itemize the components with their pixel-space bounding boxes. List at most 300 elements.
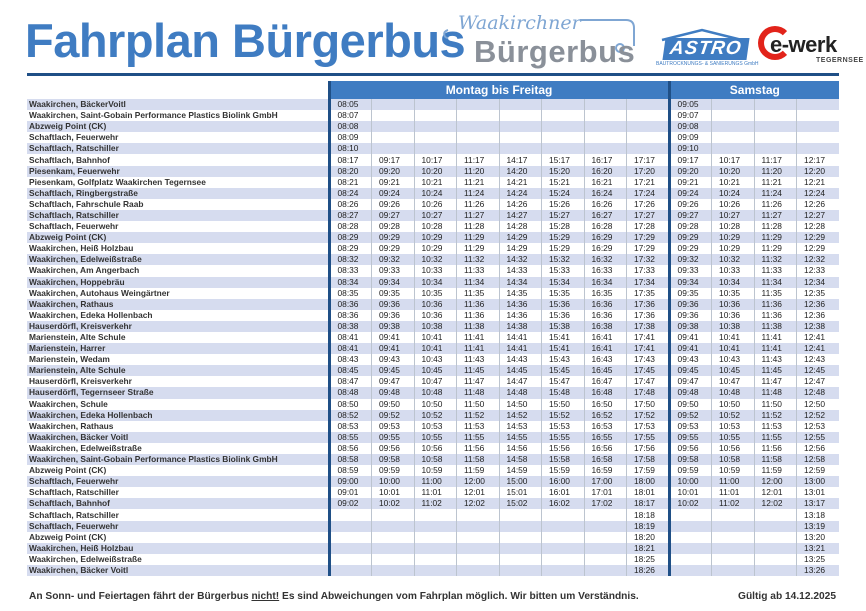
weekday-time bbox=[584, 121, 627, 132]
weekday-time: 10:38 bbox=[414, 321, 457, 332]
saturday-time: 09:52 bbox=[669, 410, 712, 421]
logo-script-text: Waakirchner bbox=[458, 12, 581, 34]
weekday-time: 15:33 bbox=[542, 265, 585, 276]
weekday-time: 14:17 bbox=[499, 154, 542, 165]
weekday-time: 11:02 bbox=[414, 498, 457, 509]
weekday-time: 11:38 bbox=[457, 321, 500, 332]
weekday-time: 11:45 bbox=[457, 365, 500, 376]
weekday-time bbox=[499, 132, 542, 143]
saturday-time bbox=[669, 509, 712, 520]
saturday-time: 09:26 bbox=[669, 199, 712, 210]
weekday-time: 16:59 bbox=[584, 465, 627, 476]
stop-name: Waakirchen, Heiß Holzbau bbox=[27, 243, 329, 254]
saturday-time: 09:41 bbox=[669, 343, 712, 354]
weekday-time: 11:27 bbox=[457, 210, 500, 221]
weekday-time: 15:35 bbox=[542, 288, 585, 299]
weekday-time: 15:20 bbox=[542, 166, 585, 177]
weekday-time: 09:17 bbox=[372, 154, 415, 165]
saturday-time: 12:20 bbox=[797, 166, 840, 177]
weekday-time: 08:50 bbox=[329, 399, 372, 410]
weekday-time: 17:29 bbox=[627, 232, 670, 243]
saturday-time: 10:01 bbox=[669, 487, 712, 498]
stop-name: Piesenkam, Golfplatz Waakirchen Tegernsee bbox=[27, 177, 329, 188]
saturday-time: 09:41 bbox=[669, 332, 712, 343]
table-row bbox=[27, 221, 839, 232]
weekday-time: 10:26 bbox=[414, 199, 457, 210]
saturday-time: 12:17 bbox=[797, 154, 840, 165]
weekday-time: 17:43 bbox=[627, 354, 670, 365]
saturday-time bbox=[712, 143, 755, 154]
weekday-time: 11:29 bbox=[457, 243, 500, 254]
weekday-time bbox=[542, 121, 585, 132]
table-row bbox=[27, 166, 839, 177]
table-row bbox=[27, 332, 839, 343]
saturday-time: 10:27 bbox=[712, 210, 755, 221]
weekday-time bbox=[584, 521, 627, 532]
saturday-time bbox=[669, 532, 712, 543]
saturday-time: 10:43 bbox=[712, 354, 755, 365]
saturday-time: 10:02 bbox=[669, 498, 712, 509]
table-row bbox=[27, 354, 839, 365]
weekday-time: 15:32 bbox=[542, 254, 585, 265]
saturday-time: 11:29 bbox=[754, 232, 797, 243]
weekday-time: 11:41 bbox=[457, 332, 500, 343]
saturday-time: 10:33 bbox=[712, 265, 755, 276]
table-row bbox=[27, 498, 839, 509]
stop-name: Waakirchen, Heiß Holzbau bbox=[27, 543, 329, 554]
weekday-time bbox=[372, 132, 415, 143]
saturday-time: 10:29 bbox=[712, 243, 755, 254]
saturday-time: 11:56 bbox=[754, 443, 797, 454]
weekday-time: 17:47 bbox=[627, 376, 670, 387]
stop-name: Schaftlach, Ratschiller bbox=[27, 509, 329, 520]
saturday-time: 13:17 bbox=[797, 498, 840, 509]
weekday-time: 12:01 bbox=[457, 487, 500, 498]
saturday-time: 09:58 bbox=[669, 454, 712, 465]
saturday-time: 09:21 bbox=[669, 177, 712, 188]
stop-name: Waakirchen, Hoppebräu bbox=[27, 277, 329, 288]
weekday-time: 11:56 bbox=[457, 443, 500, 454]
stop-name: Waakirchen, Bäcker Voitl bbox=[27, 565, 329, 576]
weekday-time bbox=[499, 143, 542, 154]
saturday-time: 10:29 bbox=[712, 232, 755, 243]
weekday-header: Montag bis Freitag bbox=[329, 81, 669, 99]
weekday-time: 15:01 bbox=[499, 487, 542, 498]
weekday-time: 16:38 bbox=[584, 321, 627, 332]
saturday-time: 10:26 bbox=[712, 199, 755, 210]
saturday-time: 09:27 bbox=[669, 210, 712, 221]
weekday-time: 17:41 bbox=[627, 343, 670, 354]
saturday-time: 09:50 bbox=[669, 399, 712, 410]
weekday-time: 09:32 bbox=[372, 254, 415, 265]
saturday-time: 09:29 bbox=[669, 232, 712, 243]
saturday-time: 11:41 bbox=[754, 343, 797, 354]
stop-name: Waakirchen, Edeka Hollenbach bbox=[27, 310, 329, 321]
weekday-time bbox=[329, 554, 372, 565]
saturday-time: 11:24 bbox=[754, 188, 797, 199]
weekday-time: 11:50 bbox=[457, 399, 500, 410]
weekday-time: 14:41 bbox=[499, 332, 542, 343]
saturday-time: 09:45 bbox=[669, 365, 712, 376]
saturday-time: 12:33 bbox=[797, 265, 840, 276]
saturday-time: 12:36 bbox=[797, 310, 840, 321]
saturday-time: 09:09 bbox=[669, 132, 712, 143]
stop-name: Schaftlach, Feuerwehr bbox=[27, 132, 329, 143]
saturday-time bbox=[669, 521, 712, 532]
saturday-time: 11:52 bbox=[754, 410, 797, 421]
weekday-time bbox=[457, 532, 500, 543]
stop-name: Marienstein, Wedam bbox=[27, 354, 329, 365]
weekday-time bbox=[584, 99, 627, 110]
saturday-time: 10:36 bbox=[712, 299, 755, 310]
weekday-time: 18:20 bbox=[627, 532, 670, 543]
saturday-time bbox=[712, 521, 755, 532]
weekday-time bbox=[584, 143, 627, 154]
weekday-time bbox=[414, 509, 457, 520]
weekday-time bbox=[627, 132, 670, 143]
saturday-time: 13:19 bbox=[797, 521, 840, 532]
weekday-time: 09:00 bbox=[329, 476, 372, 487]
saturday-time: 11:36 bbox=[754, 299, 797, 310]
saturday-time bbox=[712, 532, 755, 543]
table-row bbox=[27, 232, 839, 243]
weekday-time: 11:33 bbox=[457, 265, 500, 276]
weekday-time: 08:07 bbox=[329, 110, 372, 121]
weekday-time: 10:47 bbox=[414, 376, 457, 387]
weekday-time: 09:36 bbox=[372, 299, 415, 310]
footer-note-start: An Sonn- und Feiertagen fährt der Bürgerbus bbox=[29, 591, 252, 602]
weekday-time bbox=[627, 143, 670, 154]
weekday-time: 16:29 bbox=[584, 243, 627, 254]
table-row bbox=[27, 277, 839, 288]
table-row bbox=[27, 188, 839, 199]
weekday-time: 10:41 bbox=[414, 332, 457, 343]
weekday-time: 14:34 bbox=[499, 277, 542, 288]
weekday-time: 08:26 bbox=[329, 199, 372, 210]
weekday-time: 12:00 bbox=[457, 476, 500, 487]
saturday-time: 09:07 bbox=[669, 110, 712, 121]
weekday-time bbox=[499, 565, 542, 576]
saturday-time: 10:35 bbox=[712, 288, 755, 299]
weekday-time: 08:48 bbox=[329, 387, 372, 398]
buergerbus-logo bbox=[440, 10, 640, 72]
weekday-time: 08:10 bbox=[329, 143, 372, 154]
weekday-time: 14:33 bbox=[499, 265, 542, 276]
valid-from: Gültig ab 14.12.2025 bbox=[738, 591, 836, 602]
weekday-time: 08:32 bbox=[329, 254, 372, 265]
saturday-time: 09:29 bbox=[669, 243, 712, 254]
weekday-time: 15:47 bbox=[542, 376, 585, 387]
weekday-time: 10:53 bbox=[414, 421, 457, 432]
saturday-time bbox=[754, 121, 797, 132]
header-divider bbox=[27, 73, 839, 76]
saturday-time bbox=[712, 132, 755, 143]
saturday-time: 11:41 bbox=[754, 332, 797, 343]
weekday-time: 08:08 bbox=[329, 121, 372, 132]
stop-name: Schaftlach, Fahrschule Raab bbox=[27, 199, 329, 210]
saturday-time: 09:34 bbox=[669, 277, 712, 288]
weekday-time: 16:36 bbox=[584, 299, 627, 310]
saturday-time: 13:26 bbox=[797, 565, 840, 576]
weekday-time: 15:48 bbox=[542, 387, 585, 398]
saturday-time: 12:27 bbox=[797, 210, 840, 221]
weekday-time: 11:21 bbox=[457, 177, 500, 188]
weekday-time: 09:41 bbox=[372, 343, 415, 354]
table-row bbox=[27, 243, 839, 254]
weekday-time: 09:50 bbox=[372, 399, 415, 410]
weekday-time: 09:41 bbox=[372, 332, 415, 343]
weekday-time bbox=[499, 110, 542, 121]
table-row bbox=[27, 199, 839, 210]
weekday-time: 17:38 bbox=[627, 321, 670, 332]
stop-name: Hauserdörfl, Tegernseer Straße bbox=[27, 387, 329, 398]
saturday-time: 11:00 bbox=[712, 476, 755, 487]
saturday-time: 12:41 bbox=[797, 343, 840, 354]
weekday-time: 16:34 bbox=[584, 277, 627, 288]
saturday-time: 12:02 bbox=[754, 498, 797, 509]
saturday-time: 11:33 bbox=[754, 265, 797, 276]
weekday-time bbox=[457, 99, 500, 110]
weekday-time bbox=[542, 110, 585, 121]
weekday-time: 17:27 bbox=[627, 210, 670, 221]
saturday-time: 10:34 bbox=[712, 277, 755, 288]
weekday-time: 09:29 bbox=[372, 243, 415, 254]
weekday-time: 10:29 bbox=[414, 243, 457, 254]
weekday-time: 10:24 bbox=[414, 188, 457, 199]
saturday-time: 11:26 bbox=[754, 199, 797, 210]
saturday-time: 09:32 bbox=[669, 254, 712, 265]
weekday-time: 16:00 bbox=[542, 476, 585, 487]
weekday-time: 17:20 bbox=[627, 166, 670, 177]
weekday-time bbox=[584, 565, 627, 576]
table-row bbox=[27, 376, 839, 387]
weekday-time bbox=[372, 509, 415, 520]
stop-name: Abzweig Point (CK) bbox=[27, 121, 329, 132]
weekday-time: 15:45 bbox=[542, 365, 585, 376]
table-row bbox=[27, 465, 839, 476]
weekday-time: 09:33 bbox=[372, 265, 415, 276]
weekday-time: 14:32 bbox=[499, 254, 542, 265]
weekday-time: 08:41 bbox=[329, 343, 372, 354]
saturday-time: 10:59 bbox=[712, 465, 755, 476]
weekday-time: 18:18 bbox=[627, 509, 670, 520]
saturday-time: 11:02 bbox=[712, 498, 755, 509]
weekday-time: 14:24 bbox=[499, 188, 542, 199]
weekday-time: 09:53 bbox=[372, 421, 415, 432]
saturday-time bbox=[754, 132, 797, 143]
table-row bbox=[27, 365, 839, 376]
weekday-time: 17:00 bbox=[584, 476, 627, 487]
weekday-time bbox=[457, 521, 500, 532]
weekday-time bbox=[372, 99, 415, 110]
table-row bbox=[27, 421, 839, 432]
weekday-time: 17:35 bbox=[627, 288, 670, 299]
weekday-time: 09:58 bbox=[372, 454, 415, 465]
weekday-time: 14:59 bbox=[499, 465, 542, 476]
weekday-time bbox=[542, 509, 585, 520]
saturday-time bbox=[669, 554, 712, 565]
stop-name: Schaftlach, Bahnhof bbox=[27, 498, 329, 509]
weekday-time bbox=[414, 554, 457, 565]
weekday-time bbox=[457, 121, 500, 132]
weekday-time bbox=[627, 110, 670, 121]
stop-name: Waakirchen, Edelweißstraße bbox=[27, 254, 329, 265]
weekday-time: 09:26 bbox=[372, 199, 415, 210]
weekday-time: 16:32 bbox=[584, 254, 627, 265]
weekday-time: 14:41 bbox=[499, 343, 542, 354]
table-row bbox=[27, 99, 839, 110]
weekday-time: 10:55 bbox=[414, 432, 457, 443]
weekday-time bbox=[584, 532, 627, 543]
weekday-time: 10:43 bbox=[414, 354, 457, 365]
saturday-time: 10:56 bbox=[712, 443, 755, 454]
saturday-time: 10:28 bbox=[712, 221, 755, 232]
saturday-time bbox=[712, 543, 755, 554]
weekday-time bbox=[584, 554, 627, 565]
weekday-time: 18:21 bbox=[627, 543, 670, 554]
table-row bbox=[27, 521, 839, 532]
weekday-time: 10:36 bbox=[414, 299, 457, 310]
saturday-time: 12:59 bbox=[797, 465, 840, 476]
weekday-time: 17:29 bbox=[627, 243, 670, 254]
weekday-time bbox=[372, 565, 415, 576]
astro-logo bbox=[656, 28, 759, 72]
weekday-time: 17:56 bbox=[627, 443, 670, 454]
saturday-time: 10:52 bbox=[712, 410, 755, 421]
stop-name: Waakirchen, Bäcker Voitl bbox=[27, 432, 329, 443]
weekday-time: 10:32 bbox=[414, 254, 457, 265]
saturday-time bbox=[797, 99, 840, 110]
weekday-time: 11:36 bbox=[457, 310, 500, 321]
weekday-time: 11:00 bbox=[414, 476, 457, 487]
weekday-time: 15:38 bbox=[542, 321, 585, 332]
saturday-time: 11:17 bbox=[754, 154, 797, 165]
weekday-time: 11:58 bbox=[457, 454, 500, 465]
weekday-time: 17:32 bbox=[627, 254, 670, 265]
table-row bbox=[27, 410, 839, 421]
weekday-time: 17:01 bbox=[584, 487, 627, 498]
weekday-time: 08:58 bbox=[329, 454, 372, 465]
saturday-time: 09:33 bbox=[669, 265, 712, 276]
weekday-time: 14:47 bbox=[499, 376, 542, 387]
weekday-time: 08:56 bbox=[329, 443, 372, 454]
saturday-time bbox=[712, 110, 755, 121]
weekday-time: 08:59 bbox=[329, 465, 372, 476]
table-row bbox=[27, 432, 839, 443]
weekday-time: 10:29 bbox=[414, 232, 457, 243]
weekday-time: 14:53 bbox=[499, 421, 542, 432]
weekday-time: 17:17 bbox=[627, 154, 670, 165]
weekday-time bbox=[457, 565, 500, 576]
weekday-time bbox=[414, 532, 457, 543]
saturday-time bbox=[797, 110, 840, 121]
weekday-time bbox=[414, 143, 457, 154]
weekday-time: 11:53 bbox=[457, 421, 500, 432]
stop-name: Abzweig Point (CK) bbox=[27, 465, 329, 476]
weekday-time: 15:55 bbox=[542, 432, 585, 443]
weekday-time: 16:41 bbox=[584, 332, 627, 343]
saturday-time: 10:38 bbox=[712, 321, 755, 332]
weekday-time: 08:34 bbox=[329, 277, 372, 288]
saturday-time: 09:36 bbox=[669, 299, 712, 310]
saturday-time: 12:29 bbox=[797, 243, 840, 254]
weekday-time bbox=[542, 143, 585, 154]
weekday-time: 11:34 bbox=[457, 277, 500, 288]
weekday-time: 14:20 bbox=[499, 166, 542, 177]
saturday-time bbox=[754, 532, 797, 543]
table-row bbox=[27, 399, 839, 410]
saturday-time: 11:47 bbox=[754, 376, 797, 387]
weekday-time: 12:02 bbox=[457, 498, 500, 509]
weekday-time: 14:36 bbox=[499, 310, 542, 321]
weekday-time: 09:27 bbox=[372, 210, 415, 221]
weekday-time: 16:53 bbox=[584, 421, 627, 432]
saturday-time: 09:43 bbox=[669, 354, 712, 365]
weekday-time: 10:48 bbox=[414, 387, 457, 398]
weekday-time: 16:56 bbox=[584, 443, 627, 454]
weekday-time: 10:56 bbox=[414, 443, 457, 454]
weekday-time: 17:41 bbox=[627, 332, 670, 343]
weekday-time: 16:21 bbox=[584, 177, 627, 188]
weekday-time: 09:56 bbox=[372, 443, 415, 454]
saturday-time: 09:38 bbox=[669, 321, 712, 332]
weekday-time: 09:29 bbox=[372, 232, 415, 243]
table-row bbox=[27, 343, 839, 354]
weekday-time: 14:45 bbox=[499, 365, 542, 376]
saturday-time: 11:36 bbox=[754, 310, 797, 321]
weekday-time bbox=[584, 509, 627, 520]
weekday-time: 08:35 bbox=[329, 288, 372, 299]
stop-name: Marienstein, Harrer bbox=[27, 343, 329, 354]
weekday-time: 15:36 bbox=[542, 299, 585, 310]
stop-name: Waakirchen, Am Angerbach bbox=[27, 265, 329, 276]
saturday-time: 12:36 bbox=[797, 299, 840, 310]
table-row bbox=[27, 321, 839, 332]
saturday-time: 12:41 bbox=[797, 332, 840, 343]
weekday-time: 10:17 bbox=[414, 154, 457, 165]
saturday-time: 12:47 bbox=[797, 376, 840, 387]
table-row bbox=[27, 299, 839, 310]
weekday-time: 16:28 bbox=[584, 221, 627, 232]
weekday-time bbox=[542, 132, 585, 143]
weekday-time: 08:43 bbox=[329, 354, 372, 365]
weekday-time: 15:50 bbox=[542, 399, 585, 410]
weekday-time: 16:50 bbox=[584, 399, 627, 410]
weekday-time: 09:24 bbox=[372, 188, 415, 199]
stop-name: Schaftlach, Feuerwehr bbox=[27, 221, 329, 232]
saturday-time: 11:50 bbox=[754, 399, 797, 410]
stop-name: Waakirchen, Edelweißstraße bbox=[27, 443, 329, 454]
weekday-time bbox=[329, 543, 372, 554]
weekday-time: 08:09 bbox=[329, 132, 372, 143]
saturday-time: 13:18 bbox=[797, 509, 840, 520]
saturday-time: 10:55 bbox=[712, 432, 755, 443]
saturday-time: 11:45 bbox=[754, 365, 797, 376]
weekday-time: 16:52 bbox=[584, 410, 627, 421]
weekday-time: 17:21 bbox=[627, 177, 670, 188]
table-row bbox=[27, 177, 839, 188]
weekday-time bbox=[414, 132, 457, 143]
table-row bbox=[27, 554, 839, 565]
saturday-time: 09:56 bbox=[669, 443, 712, 454]
table-row bbox=[27, 565, 839, 576]
saturday-time: 09:17 bbox=[669, 154, 712, 165]
weekday-time: 17:50 bbox=[627, 399, 670, 410]
weekday-time: 11:47 bbox=[457, 376, 500, 387]
saturday-time: 09:20 bbox=[669, 166, 712, 177]
weekday-time bbox=[372, 532, 415, 543]
saturday-time bbox=[754, 543, 797, 554]
